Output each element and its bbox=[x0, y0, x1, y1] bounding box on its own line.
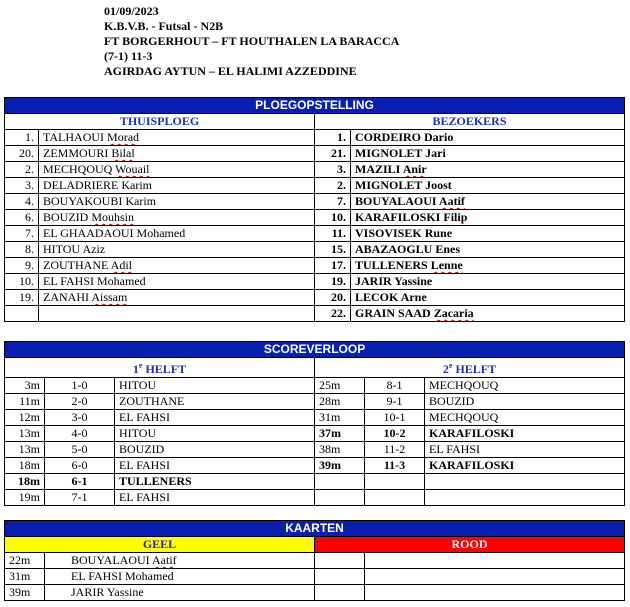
half1-score: 2-0 bbox=[45, 394, 115, 410]
red-card-title: ROOD bbox=[315, 537, 625, 553]
half2-scorer: BOUZID bbox=[425, 394, 625, 410]
lineup-row bbox=[5, 290, 625, 306]
away-player-number: 1. bbox=[315, 130, 351, 146]
red-card-player bbox=[365, 569, 625, 585]
half2-sup: e bbox=[448, 361, 453, 370]
half1-minute: 13m bbox=[5, 426, 45, 442]
lineup-row bbox=[5, 226, 625, 242]
player-surname: DELADRIERE bbox=[43, 178, 119, 192]
score-row bbox=[5, 490, 625, 506]
lineup-row bbox=[5, 306, 625, 322]
half1-sup: e bbox=[138, 361, 143, 370]
away-player-name bbox=[351, 146, 625, 162]
home-player-name bbox=[39, 242, 315, 258]
home-player-number: 6. bbox=[5, 210, 39, 226]
half1-score: 6-1 bbox=[45, 474, 115, 490]
player-firstname: Aatif bbox=[152, 553, 177, 567]
red-card-player bbox=[365, 585, 625, 601]
lineup-subheader bbox=[5, 114, 625, 130]
player-surname: BOUZID bbox=[43, 210, 89, 224]
header-value: 01/09/2023 bbox=[104, 4, 159, 18]
player-firstname: Karim bbox=[125, 194, 156, 208]
half2-score: 11-2 bbox=[365, 442, 425, 458]
card-row bbox=[5, 585, 625, 601]
half2-score bbox=[365, 490, 425, 506]
home-player-name bbox=[39, 146, 315, 162]
half2-minute bbox=[315, 474, 365, 490]
score-row bbox=[5, 394, 625, 410]
away-player-name bbox=[351, 178, 625, 194]
card-row bbox=[5, 553, 625, 569]
player-surname: GRAIN SAAD bbox=[355, 306, 431, 320]
home-player-number: 3. bbox=[5, 178, 39, 194]
half2-scorer: EL FAHSI bbox=[425, 442, 625, 458]
home-player-number: 10. bbox=[5, 274, 39, 290]
lineup-title: PLOEGOPSTELLING bbox=[5, 98, 625, 114]
home-player-number: 1. bbox=[5, 130, 39, 146]
yellow-card-minute: 39m bbox=[5, 585, 45, 601]
player-surname: EL GHAADAOUI bbox=[43, 226, 134, 240]
player-firstname: Mouhsin bbox=[91, 210, 135, 224]
home-player-name bbox=[39, 210, 315, 226]
half2-score: 11-3 bbox=[365, 458, 425, 474]
score-subheader bbox=[5, 358, 625, 378]
half1-minute: 11m bbox=[5, 394, 45, 410]
player-firstname: Lenne bbox=[430, 258, 463, 272]
player-firstname: Mohamed bbox=[125, 569, 174, 583]
half1-minute: 3m bbox=[5, 378, 45, 394]
player-firstname: Dario bbox=[424, 130, 454, 144]
away-player-number: 3. bbox=[315, 162, 351, 178]
home-player-number: 4. bbox=[5, 194, 39, 210]
home-player-name bbox=[39, 178, 315, 194]
card-row bbox=[5, 569, 625, 585]
yellow-card-player bbox=[45, 585, 315, 601]
player-firstname: Morad bbox=[107, 130, 140, 144]
half2-scorer: MECHQOUQ bbox=[425, 410, 625, 426]
half1-minute: 13m bbox=[5, 442, 45, 458]
player-surname: BOUYAKOUBI bbox=[43, 194, 123, 208]
cards-banner bbox=[5, 521, 625, 537]
half1-score: 4-0 bbox=[45, 426, 115, 442]
home-player-number: 19. bbox=[5, 290, 39, 306]
away-player-name bbox=[351, 306, 625, 322]
home-player-number: 8. bbox=[5, 242, 39, 258]
half1-score: 7-1 bbox=[45, 490, 115, 506]
lineup-row bbox=[5, 146, 625, 162]
half1-scorer: TULLENERS bbox=[115, 474, 315, 490]
half1-scorer: EL FAHSI bbox=[115, 410, 315, 426]
half1-rest: HELFT bbox=[142, 362, 187, 376]
player-firstname: Mohamed bbox=[97, 274, 146, 288]
cards-title: KAARTEN bbox=[5, 521, 625, 537]
home-player-name bbox=[39, 258, 315, 274]
lineup-row bbox=[5, 258, 625, 274]
half2-score: 10-1 bbox=[365, 410, 425, 426]
away-player-number: 7. bbox=[315, 194, 351, 210]
lineup-row bbox=[5, 274, 625, 290]
lineup-row bbox=[5, 210, 625, 226]
half1-minute: 19m bbox=[5, 490, 45, 506]
player-surname: ZANAHI bbox=[43, 290, 89, 304]
header-value: AGIRDAG AYTUN – EL HALIMI AZZEDDINE bbox=[104, 64, 357, 78]
player-surname: EL FAHSI bbox=[71, 569, 122, 583]
away-player-number: 20. bbox=[315, 290, 351, 306]
player-surname: TULLENERS bbox=[355, 258, 428, 272]
away-player-number: 15. bbox=[315, 242, 351, 258]
yellow-card-title: GEEL bbox=[5, 537, 315, 553]
player-surname: VISOVISEK bbox=[355, 226, 422, 240]
player-surname: TALHAOUI bbox=[43, 130, 105, 144]
red-card-minute bbox=[315, 585, 365, 601]
half2-minute: 25m bbox=[315, 378, 365, 394]
score-table bbox=[4, 341, 625, 506]
player-surname: MAZILI bbox=[355, 162, 401, 176]
away-player-number: 2. bbox=[315, 178, 351, 194]
player-firstname: Yassine bbox=[394, 274, 433, 288]
player-firstname: Mohamed bbox=[136, 226, 186, 240]
half2-minute: 38m bbox=[315, 442, 365, 458]
half2-score: 9-1 bbox=[365, 394, 425, 410]
player-surname: BOUYALAOUI bbox=[71, 553, 150, 567]
player-surname: CORDEIRO bbox=[355, 130, 422, 144]
player-firstname: Anir bbox=[402, 162, 427, 176]
player-firstname: Adil bbox=[110, 258, 133, 272]
half2-scorer: KARAFILOSKI bbox=[425, 426, 625, 442]
half1-scorer: ZOUTHANE bbox=[115, 394, 315, 410]
player-surname: ABAZAOGLU bbox=[355, 242, 433, 256]
yellow-card-minute: 22m bbox=[5, 553, 45, 569]
player-firstname: Jari bbox=[425, 146, 446, 160]
half1-score: 5-0 bbox=[45, 442, 115, 458]
half2-minute: 31m bbox=[315, 410, 365, 426]
half2-minute: 28m bbox=[315, 394, 365, 410]
home-player-number: 7. bbox=[5, 226, 39, 242]
half1-score: 1-0 bbox=[45, 378, 115, 394]
cards-subheader bbox=[5, 537, 625, 553]
away-team-title: BEZOEKERS bbox=[315, 114, 625, 130]
away-player-name bbox=[351, 242, 625, 258]
half1-scorer: EL FAHSI bbox=[115, 490, 315, 506]
score-row bbox=[5, 474, 625, 490]
home-player-name bbox=[39, 306, 315, 322]
player-firstname: Bilal bbox=[111, 146, 135, 160]
half2-minute bbox=[315, 490, 365, 506]
player-surname: MECHQOUQ bbox=[43, 162, 113, 176]
away-player-number: 11. bbox=[315, 226, 351, 242]
away-player-name bbox=[351, 258, 625, 274]
home-player-number: 20. bbox=[5, 146, 39, 162]
score-row bbox=[5, 426, 625, 442]
player-surname: HITOU bbox=[43, 242, 81, 256]
away-player-name bbox=[351, 162, 625, 178]
player-firstname: Aissam bbox=[91, 290, 128, 304]
lineup-row bbox=[5, 194, 625, 210]
player-firstname: Arne bbox=[400, 290, 427, 304]
half1-scorer: EL FAHSI bbox=[115, 458, 315, 474]
player-surname: MIGNOLET bbox=[355, 178, 423, 192]
player-surname: ZOUTHANE bbox=[43, 258, 109, 272]
player-firstname: Aatif bbox=[438, 194, 465, 208]
score-row bbox=[5, 378, 625, 394]
half2-minute: 37m bbox=[315, 426, 365, 442]
player-firstname: Rune bbox=[424, 226, 453, 240]
half2-title bbox=[315, 358, 625, 378]
home-team-title: THUISPLOEG bbox=[5, 114, 315, 130]
player-surname: JARIR bbox=[355, 274, 392, 288]
half2-score: 10-2 bbox=[365, 426, 425, 442]
home-player-name bbox=[39, 162, 315, 178]
home-player-name bbox=[39, 194, 315, 210]
away-player-name bbox=[351, 290, 625, 306]
player-firstname: Yassine bbox=[106, 585, 144, 599]
half1-number: 1 bbox=[132, 362, 139, 376]
home-player-name bbox=[39, 274, 315, 290]
cards-table bbox=[4, 520, 625, 601]
score-row bbox=[5, 410, 625, 426]
player-surname: KARAFILOSKI bbox=[355, 210, 441, 224]
half2-number: 2 bbox=[442, 362, 449, 376]
half1-score: 6-0 bbox=[45, 458, 115, 474]
away-player-name bbox=[351, 226, 625, 242]
away-player-number: 19. bbox=[315, 274, 351, 290]
player-surname: EL FAHSI bbox=[43, 274, 94, 288]
away-player-number: 10. bbox=[315, 210, 351, 226]
half1-minute: 18m bbox=[5, 458, 45, 474]
red-card-minute bbox=[315, 553, 365, 569]
lineup-banner bbox=[5, 98, 625, 114]
home-player-name bbox=[39, 226, 315, 242]
half2-scorer bbox=[425, 474, 625, 490]
score-row bbox=[5, 458, 625, 474]
half1-score: 3-0 bbox=[45, 410, 115, 426]
half2-minute: 39m bbox=[315, 458, 365, 474]
lineup-row bbox=[5, 130, 625, 146]
red-card-player bbox=[365, 553, 625, 569]
away-player-number: 22. bbox=[315, 306, 351, 322]
away-player-number: 17. bbox=[315, 258, 351, 274]
score-banner bbox=[5, 342, 625, 358]
player-firstname: Enes bbox=[435, 242, 461, 256]
half2-score: 8-1 bbox=[365, 378, 425, 394]
header-value: K.B.V.B. - Futsal - N2B bbox=[104, 19, 224, 33]
player-surname: MIGNOLET bbox=[355, 146, 423, 160]
player-firstname: Aziz bbox=[82, 242, 106, 256]
header-value: (7-1) 11-3 bbox=[104, 49, 153, 63]
half2-scorer: MECHQOUQ bbox=[425, 378, 625, 394]
lineup-row bbox=[5, 242, 625, 258]
half1-title bbox=[5, 358, 315, 378]
half1-scorer: HITOU bbox=[115, 426, 315, 442]
player-firstname: Karim bbox=[121, 178, 152, 192]
red-card-minute bbox=[315, 569, 365, 585]
half1-minute: 18m bbox=[5, 474, 45, 490]
away-player-number: 21. bbox=[315, 146, 351, 162]
player-surname: JARIR bbox=[71, 585, 105, 599]
lineup-table bbox=[4, 97, 625, 322]
player-firstname: Wouail bbox=[115, 162, 150, 176]
yellow-card-player bbox=[45, 553, 315, 569]
score-title: SCOREVERLOOP bbox=[5, 342, 625, 358]
lineup-row bbox=[5, 178, 625, 194]
player-firstname: Joost bbox=[425, 178, 452, 192]
lineup-row bbox=[5, 162, 625, 178]
half1-scorer: BOUZID bbox=[115, 442, 315, 458]
half1-scorer: HITOU bbox=[115, 378, 315, 394]
yellow-card-minute: 31m bbox=[5, 569, 45, 585]
home-player-number: 9. bbox=[5, 258, 39, 274]
away-player-name bbox=[351, 210, 625, 226]
home-player-name bbox=[39, 130, 315, 146]
half2-scorer bbox=[425, 490, 625, 506]
home-player-number: 2. bbox=[5, 162, 39, 178]
player-surname: LECOK bbox=[355, 290, 399, 304]
home-player-number bbox=[5, 306, 39, 322]
header-value: FT BORGERHOUT – FT HOUTHALEN LA BARACCA bbox=[104, 34, 400, 48]
away-player-name bbox=[351, 194, 625, 210]
half1-minute: 12m bbox=[5, 410, 45, 426]
away-player-name bbox=[351, 130, 625, 146]
score-row bbox=[5, 442, 625, 458]
player-firstname: Filip bbox=[443, 210, 468, 224]
player-surname: BOUYALAOUI bbox=[355, 194, 437, 208]
away-player-name bbox=[351, 274, 625, 290]
yellow-card-player bbox=[45, 569, 315, 585]
half2-score bbox=[365, 474, 425, 490]
home-player-name bbox=[39, 290, 315, 306]
half2-scorer: KARAFILOSKI bbox=[425, 458, 625, 474]
half2-rest: HELFT bbox=[452, 362, 497, 376]
player-surname: ZEMMOURI bbox=[43, 146, 109, 160]
player-firstname: Zacaria bbox=[433, 306, 474, 320]
